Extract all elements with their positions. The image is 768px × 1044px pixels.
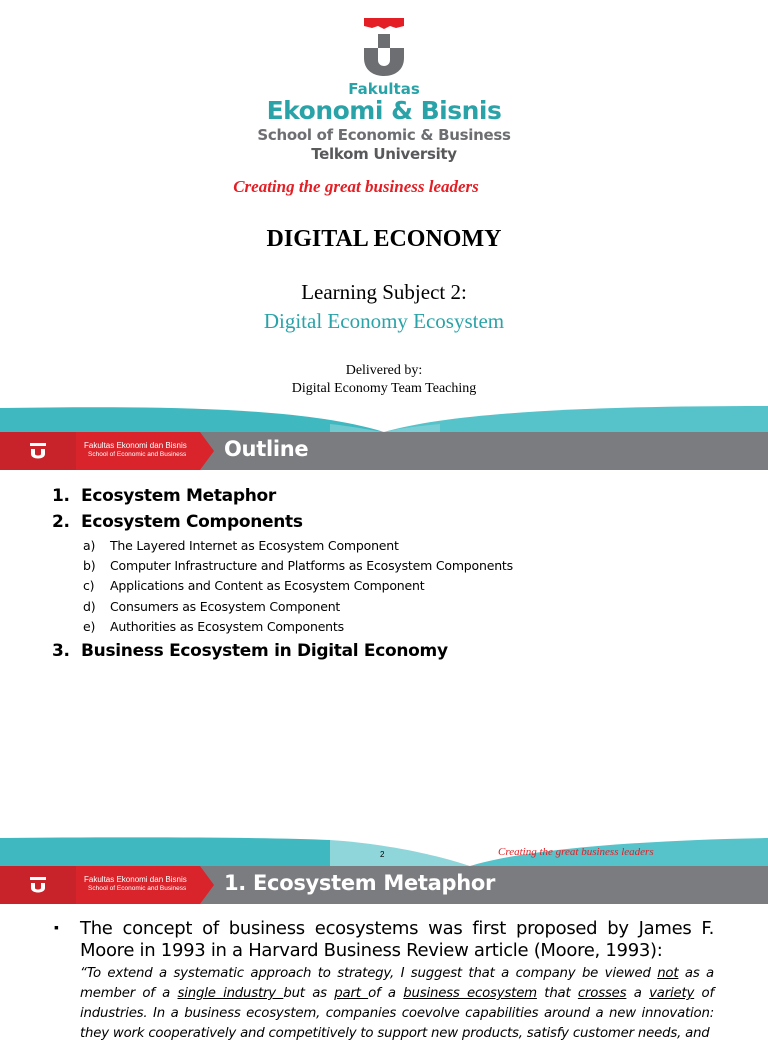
outline-subitem-e: e) Authorities as Ecosystem Components	[83, 618, 344, 634]
school-name: School of Economic & Business	[257, 126, 511, 144]
faculty-panel-line2: School of Economic and Business	[88, 885, 187, 892]
delivered-label: Delivered by:	[345, 363, 423, 378]
section-header-bar	[0, 866, 768, 904]
section-title: 1. Ecosystem Metaphor	[224, 871, 496, 895]
faculty-label-small: Fakultas	[348, 80, 420, 98]
bullet-icon: ▪	[54, 919, 59, 935]
outline-item-2: 2. Ecosystem Components	[52, 512, 303, 532]
page-number: 2	[380, 850, 385, 859]
tu-logo-icon	[28, 875, 48, 895]
intro-paragraph: The concept of business ecosystems was first proposed by James F. Moore in 1993 in a Harvard Business Review article (Moore, 1993):	[80, 918, 714, 961]
outline-title: Outline	[224, 437, 309, 461]
outline-item-1: 1. Ecosystem Metaphor	[52, 486, 276, 506]
outline-item-3: 3. Business Ecosystem in Digital Economy	[52, 640, 448, 661]
delivered-by	[0, 362, 768, 398]
outline-subitem-a: a) The Layered Internet as Ecosystem Component	[83, 538, 399, 553]
outline-subitem-b: b) Computer Infrastructure and Platforms as Ecosystem Components	[83, 558, 513, 574]
faculty-name: Ekonomi & Bisnis	[266, 96, 502, 125]
outline-header-bar	[0, 432, 768, 470]
faculty-panel-line1: Fakultas Ekonomi dan Bisnis	[84, 875, 187, 884]
outline-list	[52, 485, 752, 666]
title-slide	[0, 0, 768, 432]
footer-tagline: Creating the great business leaders	[498, 846, 654, 858]
faculty-panel-line1: Fakultas Ekonomi dan Bisnis	[84, 441, 187, 450]
delivered-name: Digital Economy Team Teaching	[291, 381, 477, 396]
learning-subject: Learning Subject 2:	[301, 280, 467, 304]
outline-subitem-d: d) Consumers as Ecosystem Component	[83, 598, 341, 614]
tu-logo-icon	[28, 441, 48, 461]
outline-subitem-c: c) Applications and Content as Ecosystem Component	[83, 578, 425, 594]
bottom-wave-decoration	[0, 404, 768, 432]
moore-quote: “To extend a systematic approach to strategy, I suggest that a company be viewed not as a member of a single industry but as part of a business ecosystem that crosses a variety of industries. In a business ecosystem, companies coevolve capabilities around a new innovation: they work cooperatively and competitively to support new products, satisfy customer needs, and	[80, 966, 714, 1041]
learning-subject-name: Digital Economy Ecosystem	[263, 309, 505, 333]
faculty-panel-line2: School of Economic and Business	[88, 451, 187, 458]
tagline: Creating the great business leaders	[233, 177, 479, 196]
telkom-university-logo-icon	[364, 18, 404, 76]
slide-title: DIGITAL ECONOMY	[266, 226, 502, 252]
university-name: Telkom University	[311, 145, 457, 163]
